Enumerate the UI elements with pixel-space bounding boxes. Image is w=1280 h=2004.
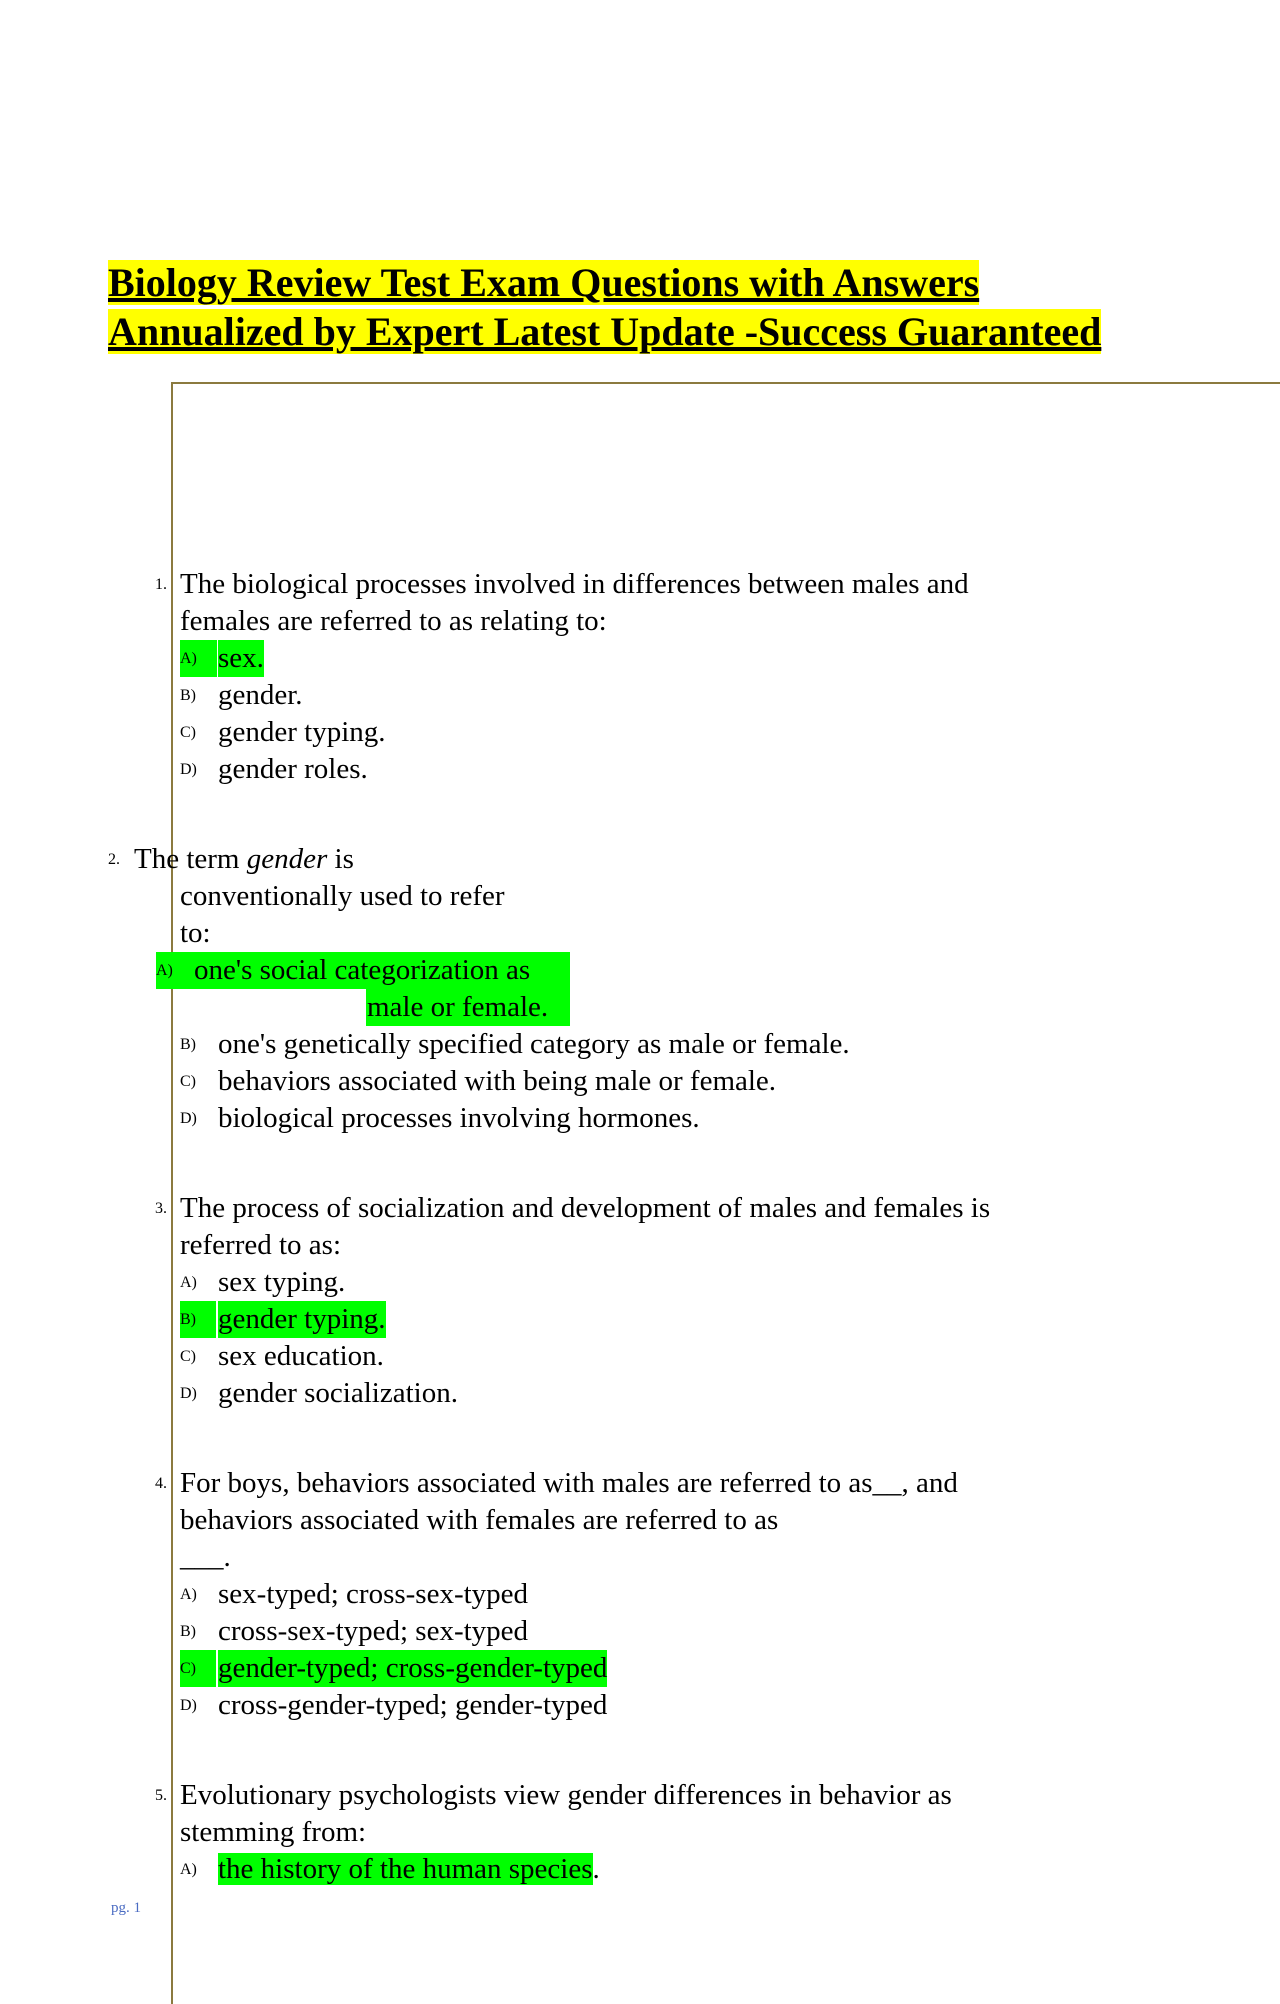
question-text-continued: [180, 878, 505, 952]
option-text: cross-gender-typed; gender-typed: [218, 1689, 608, 1721]
question-number: 2.: [108, 851, 120, 868]
question-text: [180, 566, 969, 640]
question-number: 5.: [155, 1787, 167, 1804]
question-text: [134, 841, 354, 878]
option-text-correct-continued: male or female.: [367, 991, 549, 1023]
option-letter: C): [180, 1348, 196, 1365]
option-text-correct: gender-typed; cross-gender-typed: [218, 1650, 607, 1687]
page-number: pg. 1: [111, 1900, 141, 1916]
option-text-correct: sex.: [218, 640, 264, 677]
option-suffix: .: [592, 1853, 600, 1885]
question-line: to:: [180, 917, 211, 949]
option-letter: D): [180, 1110, 197, 1127]
question-number: 1.: [155, 576, 167, 593]
option-text: behaviors associated with being male or female.: [218, 1065, 777, 1097]
option-text: gender roles.: [218, 753, 368, 785]
question-number: 3.: [155, 1200, 167, 1217]
option-letter: B): [180, 1036, 196, 1053]
option-text-wrapper: [218, 1851, 600, 1888]
option-letter: A): [180, 1861, 197, 1878]
question-line: For boys, behaviors associated with males are referred to as__, and: [180, 1467, 958, 1499]
question-line: behaviors associated with females are referred to as: [180, 1504, 779, 1536]
option-letter: C): [180, 1650, 216, 1687]
option-letter: B): [180, 1623, 196, 1640]
option-text-correct: one's social categorization as: [194, 954, 531, 986]
option-text: sex typing.: [218, 1266, 346, 1298]
question-text: [180, 1777, 952, 1851]
question-line: The biological processes involved in differences between males and: [180, 568, 969, 600]
question-text-part: is: [327, 843, 354, 875]
option-letter: D): [180, 1385, 197, 1402]
question-line: Evolutionary psychologists view gender differences in behavior as: [180, 1779, 952, 1811]
option-letter: A): [180, 1586, 197, 1603]
option-letter: A): [180, 640, 217, 677]
question-emphasis: gender: [246, 843, 328, 875]
question-line: referred to as:: [180, 1229, 342, 1261]
option-letter: C): [180, 1073, 196, 1090]
option-letter: C): [180, 724, 196, 741]
option-letter: A): [156, 962, 173, 979]
question-number: 4.: [155, 1475, 167, 1492]
question-line: conventionally used to refer: [180, 880, 505, 912]
option-text-correct: gender typing.: [218, 1301, 386, 1338]
option-letter: A): [180, 1274, 197, 1291]
option-text: one's genetically specified category as male or female.: [218, 1028, 850, 1060]
option-text: sex-typed; cross-sex-typed: [218, 1578, 529, 1610]
option-letter: B): [180, 1301, 216, 1338]
title-line-2: Annualized by Expert Latest Update -Success Guaranteed: [108, 309, 1102, 354]
option-letter: B): [180, 687, 196, 704]
option-letter: D): [180, 761, 197, 778]
option-letter: D): [180, 1697, 197, 1714]
option-text-correct: the history of the human species: [218, 1853, 593, 1885]
option-text: sex education.: [218, 1340, 384, 1372]
option-text: cross-sex-typed; sex-typed: [218, 1615, 529, 1647]
question-line: The process of socialization and development of males and females is: [180, 1192, 991, 1224]
document-title: [108, 258, 1208, 356]
question-line: females are referred to as relating to:: [180, 605, 607, 637]
question-line: stemming from:: [180, 1816, 367, 1848]
question-text: [180, 1465, 958, 1576]
question-line: ___.: [180, 1541, 231, 1573]
option-text: gender typing.: [218, 716, 386, 748]
option-text: gender socialization.: [218, 1377, 458, 1409]
question-text: [180, 1190, 990, 1264]
option-text: biological processes involving hormones.: [218, 1102, 700, 1134]
option-text: gender.: [218, 679, 303, 711]
question-text-part: The term: [134, 843, 247, 875]
title-line-1: Biology Review Test Exam Questions with Answers: [108, 260, 980, 305]
